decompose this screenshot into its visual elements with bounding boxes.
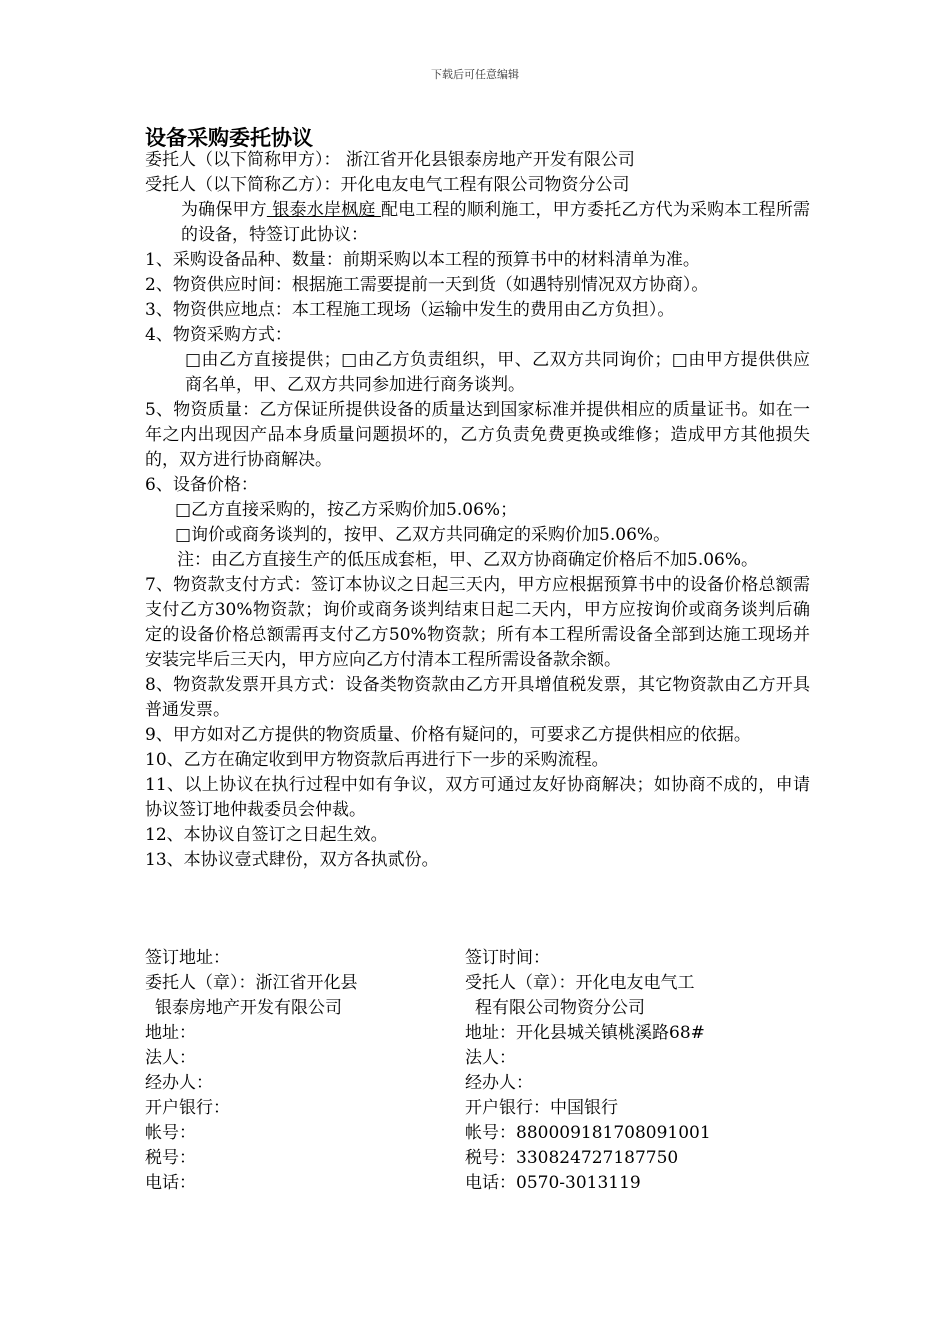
clause-9: 9、甲方如对乙方提供的物资质量、价格有疑问的，可要求乙方提供相应的依据。 [145, 725, 751, 745]
party-b-bank: 开户银行：中国银行 [465, 1098, 618, 1118]
project-name: 银泰水岸枫庭 [266, 200, 381, 220]
signature-row-bank [145, 1096, 810, 1121]
signature-row-agent [145, 1071, 810, 1096]
clause-6-option-1: □乙方直接采购的，按乙方采购价加5.06%； [175, 500, 518, 520]
signature-row-phone [145, 1171, 810, 1196]
clause-6-note: 注：由乙方直接生产的低压成套柜，甲、乙双方协商确定价格后不加5.06%。 [177, 550, 759, 570]
signature-row-tax [145, 1146, 810, 1171]
clause-6-option-2: □询价或商务谈判的，按甲、乙双方共同确定的采购价加5.06%。 [175, 525, 671, 545]
clause-5: 5、物资质量：乙方保证所提供设备的质量达到国家标准并提供相应的质量证书。如在一年之内出现因产品本身质量问题损坏的，乙方负责免费更换或维修；造成甲方其他损失的，双方进行协商解决。 [145, 400, 810, 470]
party-b-seal-line-2: 程有限公司物资分公司 [475, 998, 645, 1018]
intro-after: 配电工程的顺利施工，甲方委托乙方代为采购本工程所需的设备，特签订此协议： [181, 200, 811, 245]
clause-13: 13、本协议壹式肆份，双方各执贰份。 [145, 850, 439, 870]
signature-block [145, 946, 810, 1196]
clause-12: 12、本协议自签订之日起生效。 [145, 825, 388, 845]
clause-4: 4、物资采购方式： [145, 325, 292, 345]
party-a-seal-line-2: 银泰房地产开发有限公司 [155, 998, 342, 1018]
party-b-phone: 电话：0570-3013119 [465, 1173, 641, 1193]
party-a-line: 委托人（以下简称甲方）： 浙江省开化县银泰房地产开发有限公司 [145, 150, 635, 170]
sign-place: 签订地址： [145, 948, 230, 968]
signature-row-address [145, 1021, 810, 1046]
party-b-line: 受托人（以下简称乙方）：开化电友电气工程有限公司物资分公司 [145, 175, 630, 195]
signature-row-party [145, 971, 810, 1021]
party-b-seal [465, 971, 810, 1021]
party-b-address: 地址：开化县城关镇桃溪路68# [465, 1023, 705, 1043]
party-a-legal: 法人： [145, 1048, 196, 1068]
signature-row-place [145, 946, 810, 971]
intro-before: 为确保甲方 [181, 200, 267, 220]
agreement-body [145, 148, 810, 873]
party-b-agent: 经办人： [465, 1073, 533, 1093]
party-a-address: 地址： [145, 1023, 196, 1043]
sign-time: 签订时间： [465, 948, 550, 968]
party-a-tax: 税号： [145, 1148, 196, 1168]
clause-6: 6、设备价格： [145, 475, 258, 495]
clause-11: 11、以上协议在执行过程中如有争议，双方可通过友好协商解决；如协商不成的，申请协议签订地仲裁委员会仲裁。 [145, 775, 810, 820]
party-a-bank: 开户银行： [145, 1098, 230, 1118]
clause-8: 8、物资款发票开具方式：设备类物资款由乙方开具增值税发票，其它物资款由乙方开具普通发票。 [145, 675, 810, 720]
intro-paragraph [145, 198, 810, 248]
party-b-tax: 税号：330824727187750 [465, 1148, 679, 1168]
page-header: 下载后可任意编辑 [431, 68, 519, 81]
party-b-account: 帐号：880009181708091001 [465, 1123, 711, 1143]
clause-3: 3、物资供应地点：本工程施工现场（运输中发生的费用由乙方负担）。 [145, 300, 675, 320]
party-a-agent: 经办人： [145, 1073, 213, 1093]
party-a-seal [145, 971, 465, 1021]
party-a-seal-line-1: 委托人（章）：浙江省开化县 [145, 973, 358, 993]
clause-10: 10、乙方在确定收到甲方物资款后再进行下一步的采购流程。 [145, 750, 609, 770]
document-title: 设备采购委托协议 [145, 126, 313, 150]
clause-2: 2、物资供应时间：根据施工需要提前一天到货（如遇特别情况双方协商）。 [145, 275, 709, 295]
party-b-seal-line-1: 受托人（章）：开化电友电气工 [465, 973, 695, 993]
clause-4-options: □由乙方直接提供；□由乙方负责组织，甲、乙双方共同询价；□由甲方提供供应商名单，甲、乙双方共同参加进行商务谈判。 [185, 350, 810, 395]
signature-row-account [145, 1121, 810, 1146]
signature-row-legal [145, 1046, 810, 1071]
party-a-phone: 电话： [145, 1173, 196, 1193]
party-a-account: 帐号： [145, 1123, 196, 1143]
party-b-legal: 法人： [465, 1048, 516, 1068]
clause-1: 1、采购设备品种、数量：前期采购以本工程的预算书中的材料清单为准。 [145, 250, 700, 270]
clause-7: 7、物资款支付方式：签订本协议之日起三天内，甲方应根据预算书中的设备价格总额需支付乙方30%物资款；询价或商务谈判结束日起二天内，甲方应按询价或商务谈判后确定的设备价格总额需再支付乙方50%物资款；所有本工程所需设备全部到达施工现场并安装完毕后三天内，甲方应向乙方付清本工程所需设备款余额。 [145, 575, 810, 670]
